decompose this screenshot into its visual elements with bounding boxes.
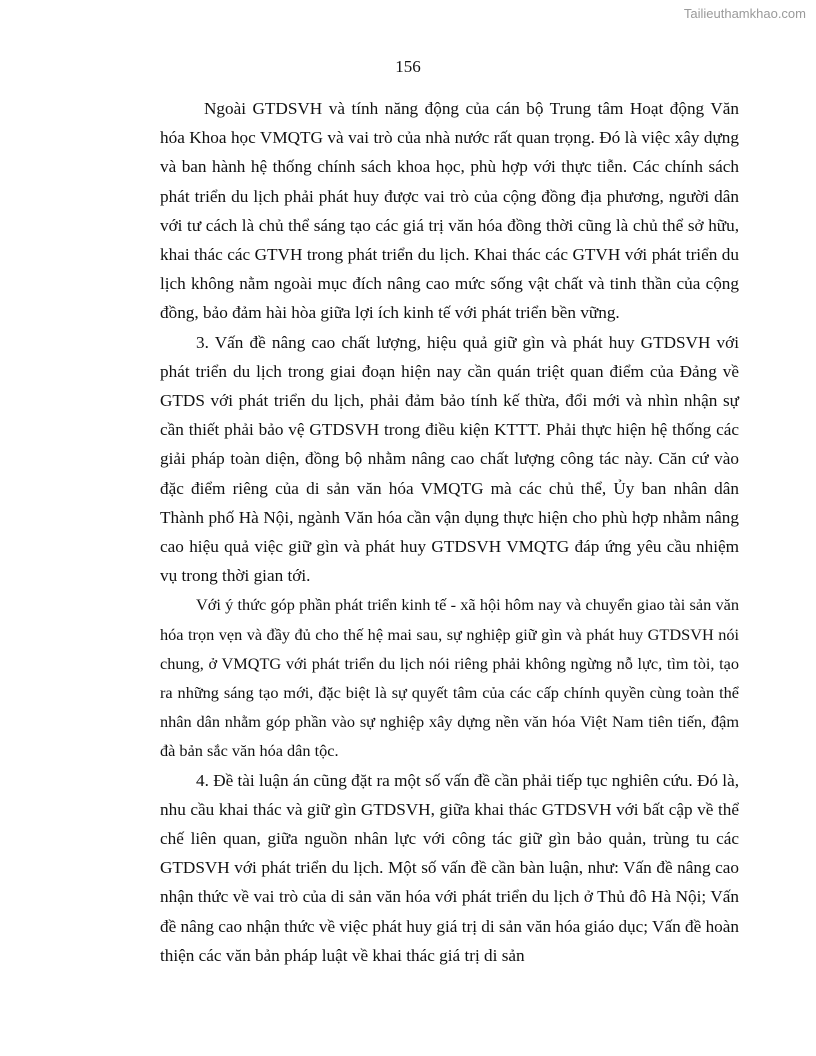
paragraph-4: 4. Đề tài luận án cũng đặt ra một số vấn đề cần phải tiếp tục nghiên cứu. Đó là, nhu cầu khai thác và giữ gìn GTDSVH, giữa khai thác GTDSVH với bất cập về thể chế liên quan, giữa nguồn nhân lực với công tác giữ gìn bảo quản, trùng tu các GTDSVH với phát triển du lịch. Một số vấn đề cần bàn luận, như: Vấn đề nâng cao nhận thức về vai trò của di sản văn hóa với phát triển du lịch ở Thủ đô Hà Nội; Vấn đề nâng cao nhận thức về việc phát huy giá trị di sản văn hóa giáo dục; Vấn đề hoàn thiện các văn bản pháp luật về khai thác giá trị di sản <box>160 770 739 965</box>
paragraph-2: 3. Vấn đề nâng cao chất lượng, hiệu quả giữ gìn và phát huy GTDSVH với phát triển du lịch trong giai đoạn hiện nay cần quán triệt quan điểm của Đảng về GTDS với phát triển du lịch, phải đảm bảo tính kế thừa, đổi mới và nhìn nhận sự cần thiết phải bảo vệ GTDSVH trong điều kiện KTTT. Phải thực hiện hệ thống các giải pháp toàn diện, đồng bộ nhằm nâng cao chất lượng công tác này. Căn cứ vào đặc điểm riêng của di sản văn hóa VMQTG mà các chủ thể, Ủy ban nhân dân Thành phố Hà Nội, ngành Văn hóa cần vận dụng thực hiện cho phù hợp nhằm nâng cao hiệu quả việc giữ gìn và phát huy GTDSVH VMQTG đáp ứng yêu cầu nhiệm vụ trong thời gian tới. <box>160 332 739 586</box>
paragraph-1: Ngoài GTDSVH và tính năng động của cán bộ Trung tâm Hoạt động Văn hóa Khoa học VMQTG và vai trò của nhà nước rất quan trọng. Đó là việc xây dựng và ban hành hệ thống chính sách khoa học, phù hợp với thực tiễn. Các chính sách phát triển du lịch phải phát huy được vai trò của cộng đồng địa phương, người dân với tư cách là chủ thể sáng tạo các giá trị văn hóa đồng thời cũng là chủ thể sở hữu, khai thác các GTVH trong phát triển du lịch. Khai thác các GTVH với phát triển du lịch không nằm ngoài mục đích nâng cao mức sống vật chất và tinh thần của cộng đồng, bảo đảm hài hòa giữa lợi ích kinh tế với phát triển bền vững. <box>160 99 739 323</box>
watermark-text: Tailieuthamkhao.com <box>683 6 806 21</box>
document-body <box>160 94 739 970</box>
page-number: 156 <box>395 57 421 76</box>
paragraph-3: Với ý thức góp phần phát triển kinh tế - xã hội hôm nay và chuyển giao tài sản văn hóa trọn vẹn và đầy đủ cho thế hệ mai sau, sự nghiệp giữ gìn và phát huy GTDSVH nói chung, ở VMQTG với phát triển du lịch nói riêng phải không ngừng nỗ lực, tìm tòi, tạo ra những sáng tạo mới, đặc biệt là sự quyết tâm của các cấp chính quyền cùng toàn thể nhân dân nhằm góp phần vào sự nghiệp xây dựng nền văn hóa Việt Nam tiên tiến, đậm đà bản sắc văn hóa dân tộc. <box>160 595 739 761</box>
